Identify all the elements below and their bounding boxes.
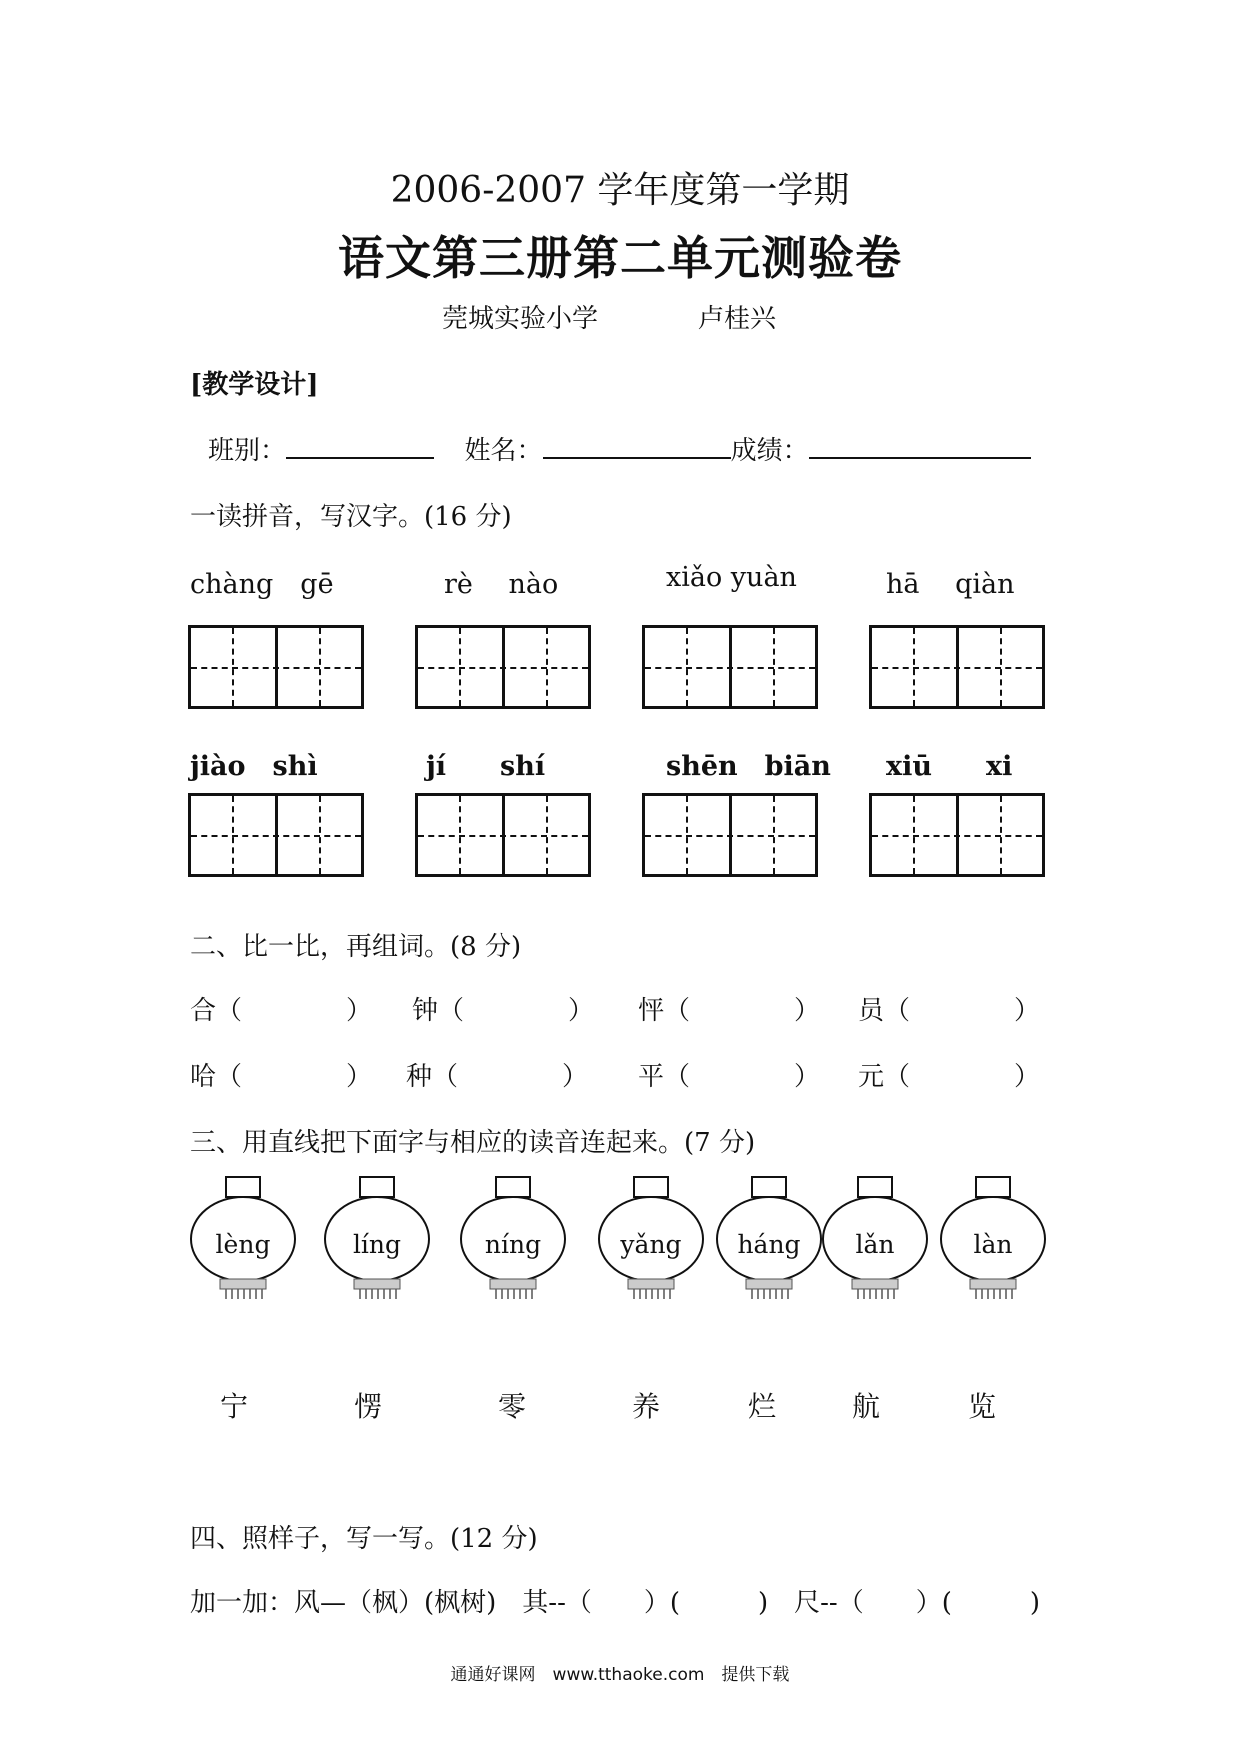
lantern-pinyin: níng	[484, 1230, 542, 1259]
q4-title: 四、照样子，写一写。(12 分)	[190, 1524, 538, 1554]
school-name: 莞城实验小学	[442, 304, 599, 334]
lantern[interactable]	[938, 1175, 1048, 1305]
score-label: 成绩：	[730, 436, 809, 466]
compare-item[interactable]: 钟（ ）	[412, 996, 595, 1026]
compare-item[interactable]: 平（ ）	[638, 1062, 821, 1092]
pinyin-label: hā qiàn	[886, 569, 1015, 600]
lantern-pinyin: lǎn	[855, 1230, 895, 1259]
writing-grid[interactable]	[869, 625, 1045, 709]
lantern-pinyin: lèng	[215, 1230, 271, 1259]
lantern[interactable]	[820, 1175, 930, 1305]
match-character[interactable]: 愣	[354, 1390, 383, 1423]
year-line: 2006-2007 学年度第一学期	[390, 170, 850, 211]
match-character[interactable]: 养	[632, 1390, 661, 1423]
q1-title: 一读拼音，写汉字。(16 分)	[190, 502, 512, 532]
compare-item[interactable]: 怦（ ）	[638, 996, 821, 1026]
pinyin-label: xiū xi	[886, 751, 1013, 782]
score-field[interactable]	[809, 435, 1031, 459]
pinyin-label: jiào shì	[190, 751, 318, 782]
writing-grid[interactable]	[188, 793, 364, 877]
lantern[interactable]	[188, 1175, 298, 1305]
compare-item[interactable]: 合（ ）	[190, 996, 373, 1026]
lantern[interactable]	[458, 1175, 568, 1305]
lantern[interactable]	[596, 1175, 706, 1305]
match-character[interactable]: 航	[852, 1390, 881, 1423]
footer-credit: 通通好课网 www.tthaoke.com 提供下载	[450, 1665, 790, 1685]
writing-grid[interactable]	[415, 625, 591, 709]
author-name: 卢桂兴	[698, 304, 777, 334]
lantern-pinyin: líng	[352, 1230, 402, 1259]
q4-line[interactable]: 加一加：风—（枫）(枫树) 其--（ ）( ) 尺--（ ）( )	[190, 1588, 1041, 1618]
writing-grid[interactable]	[642, 793, 818, 877]
class-field[interactable]	[286, 435, 434, 459]
pinyin-label: chàng gē	[190, 569, 334, 600]
section-label: [教学设计]	[190, 370, 319, 400]
match-character[interactable]: 烂	[748, 1390, 777, 1423]
pinyin-label: jí shí	[426, 751, 546, 782]
match-character[interactable]: 宁	[220, 1390, 249, 1423]
name-field[interactable]	[543, 435, 731, 459]
compare-item[interactable]: 元（ ）	[858, 1062, 1041, 1092]
match-character[interactable]: 览	[968, 1390, 997, 1423]
pinyin-label: shēn biān	[666, 751, 831, 782]
q2-title: 二、比一比，再组词。(8 分)	[190, 932, 522, 962]
pinyin-label: xiǎo yuàn	[666, 562, 797, 593]
writing-grid[interactable]	[642, 625, 818, 709]
student-info-row	[208, 430, 1031, 467]
q3-title: 三、用直线把下面字与相应的读音连起来。(7 分)	[190, 1128, 756, 1158]
writing-grid[interactable]	[869, 793, 1045, 877]
author-line	[442, 298, 776, 335]
match-character[interactable]: 零	[498, 1390, 527, 1423]
lantern-pinyin: làn	[973, 1230, 1013, 1259]
writing-grid[interactable]	[415, 793, 591, 877]
lantern-pinyin: háng	[737, 1230, 801, 1259]
lantern-pinyin: yǎng	[620, 1230, 682, 1259]
compare-item[interactable]: 员（ ）	[858, 996, 1041, 1026]
lantern[interactable]	[714, 1175, 824, 1305]
compare-item[interactable]: 哈（ ）	[190, 1062, 373, 1092]
class-label: 班别：	[208, 436, 287, 466]
pinyin-label: rè nào	[444, 569, 559, 600]
compare-item[interactable]: 种（ ）	[406, 1062, 589, 1092]
writing-grid[interactable]	[188, 625, 364, 709]
lantern[interactable]	[322, 1175, 432, 1305]
page-title: 语文第三册第二单元测验卷	[338, 231, 902, 285]
name-label: 姓名：	[464, 436, 543, 466]
